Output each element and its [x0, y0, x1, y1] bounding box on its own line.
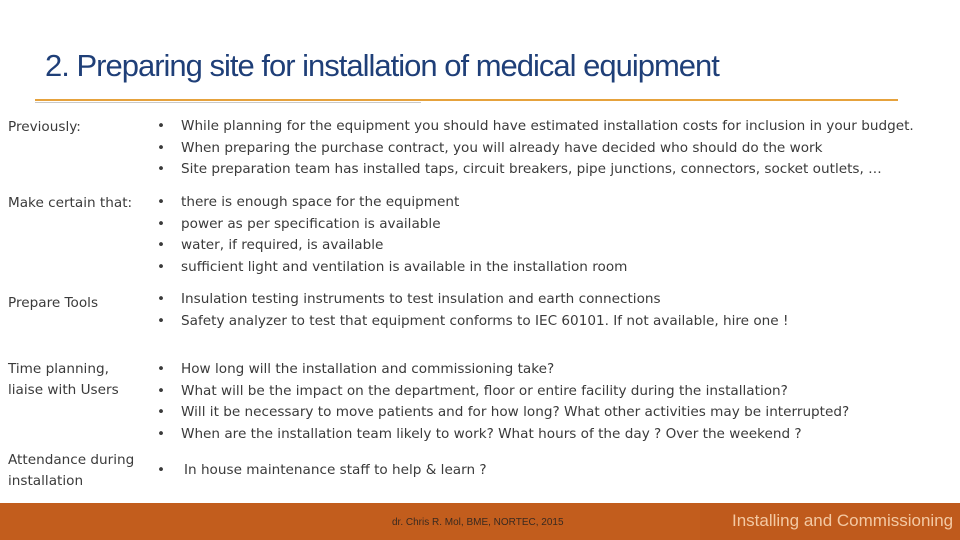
bullet-item: • there is enough space for the equipment	[157, 192, 627, 214]
bullet-item: • When are the installation team likely to work? What hours of the day ? Over the weekend ?	[157, 424, 849, 446]
bullet-item: • While planning for the equipment you should have estimated installation costs for inclusion in your budget.	[157, 116, 914, 138]
bullet-list	[157, 192, 627, 278]
footer-title: Installing and Commissioning	[732, 511, 954, 530]
bullet-item: • Insulation testing instruments to test insulation and earth connections	[157, 289, 788, 311]
bullet-list	[157, 359, 849, 445]
bullet-item: • Will it be necessary to move patients and for how long? What other activities may be interrupted?	[157, 402, 849, 424]
bullet-list	[157, 116, 914, 181]
title-underline-shadow	[35, 102, 421, 103]
bullet-item: • power as per specification is available	[157, 214, 627, 236]
slide-title: 2. Preparing site for installation of medical equipment	[45, 48, 719, 83]
section-label: Time planning, liaise with Users	[8, 361, 119, 398]
footer-bar	[0, 503, 960, 540]
section-label: Prepare Tools	[8, 295, 99, 311]
bullet-item: • water, if required, is available	[157, 235, 627, 257]
bullet-item: • When preparing the purchase contract, you will already have decided who should do the work	[157, 138, 914, 160]
bullet-list	[157, 460, 487, 482]
bullet-item: • How long will the installation and commissioning take?	[157, 359, 849, 381]
bullet-item: • What will be the impact on the department, floor or entire facility during the installation?	[157, 381, 849, 403]
section-label: Make certain that:	[8, 195, 133, 211]
section-label: Previously:	[8, 119, 81, 135]
footer-credit: dr. Chris R. Mol, BME, NORTEC, 2015	[392, 517, 564, 528]
bullet-item: • Site preparation team has installed taps, circuit breakers, pipe junctions, connectors, socket outlets, …	[157, 159, 914, 181]
title-underline	[35, 99, 898, 101]
bullet-list	[157, 289, 788, 332]
bullet-item: • In house maintenance staff to help & learn ?	[157, 460, 487, 482]
footer-left-band	[0, 503, 700, 540]
section-label: Attendance during installation	[8, 452, 135, 489]
bullet-item: • sufficient light and ventilation is available in the installation room	[157, 257, 627, 279]
bullet-item: • Safety analyzer to test that equipment conforms to IEC 60101. If not available, hire one !	[157, 311, 788, 333]
